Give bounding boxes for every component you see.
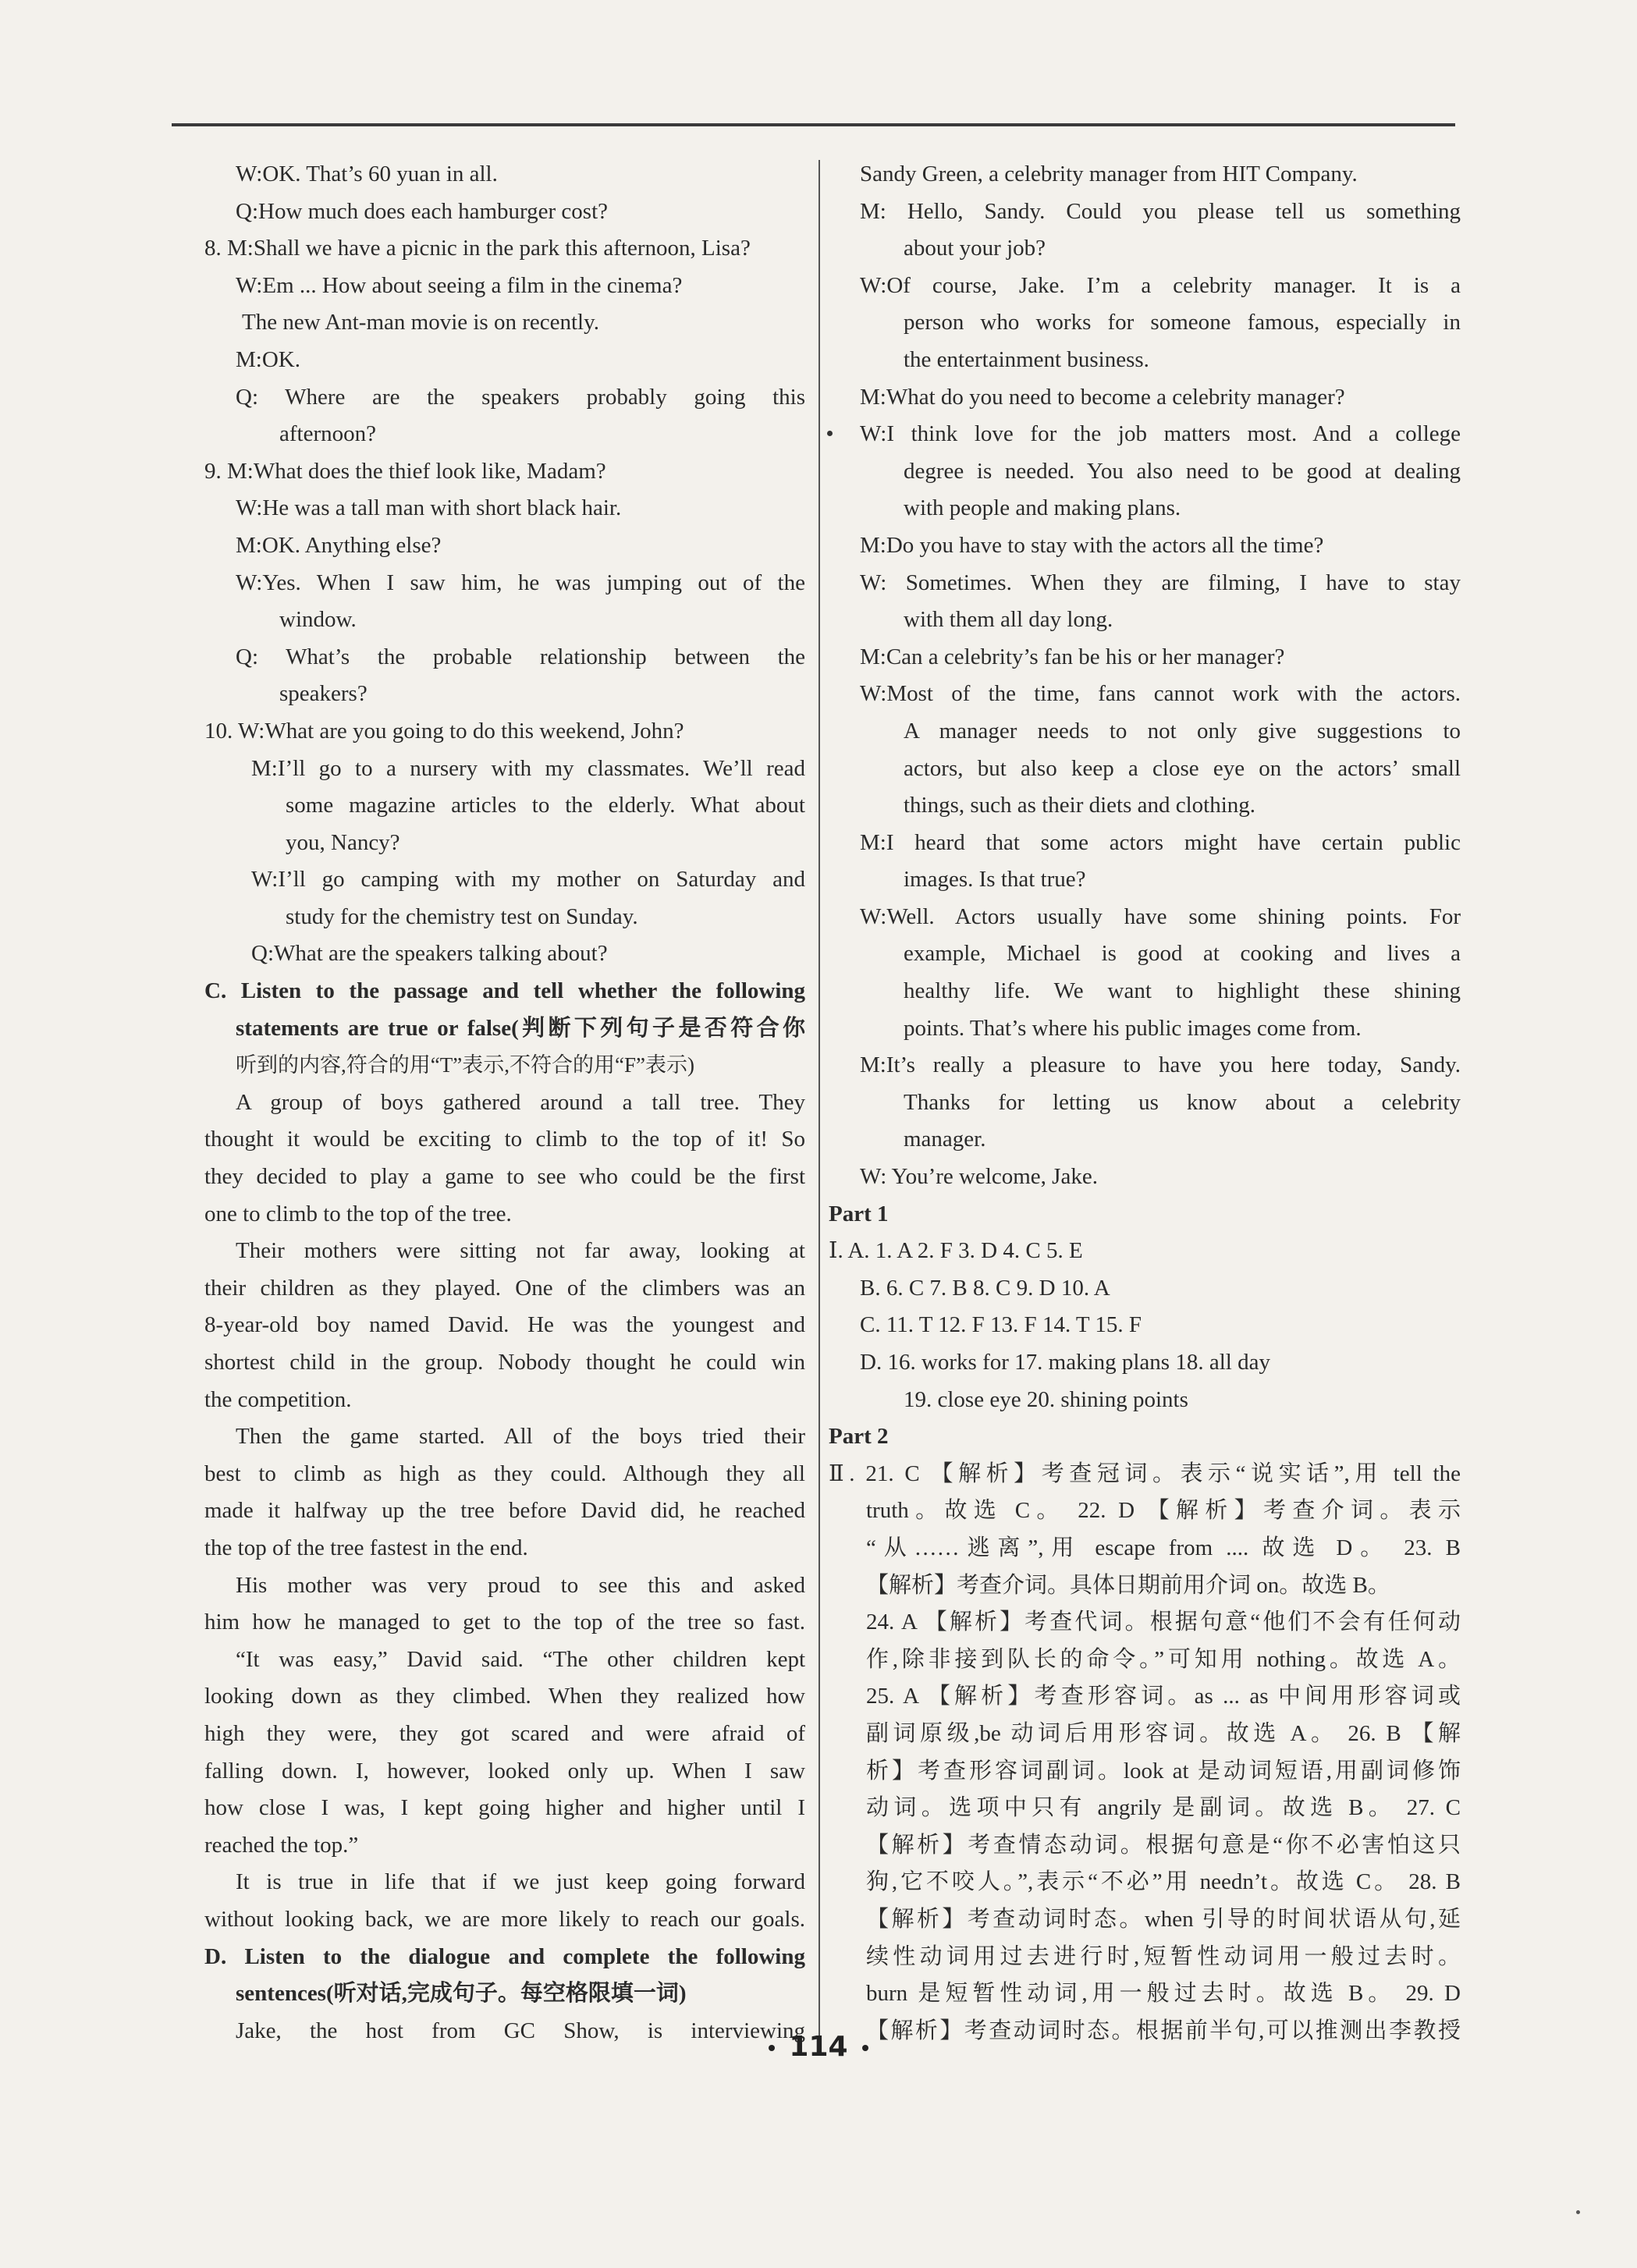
right-column — [829, 156, 1461, 2050]
text-line: W:Most of the time, fans cannot work with the actors. — [860, 681, 1461, 707]
text-line: looking down as they climbed. When they realized how — [204, 1684, 805, 1709]
text-line: 【解析】考查动词时态。when 引导的时间状语从句,延 — [866, 1906, 1461, 1932]
text-line: W:Yes. When I saw him, he was jumping out of the — [236, 570, 805, 595]
text-line: C. 11. T 12. F 13. F 14. T 15. F — [860, 1312, 1142, 1338]
text-line: C. Listen to the passage and tell whether the following — [204, 978, 805, 1004]
text-line: 【解析】考查动词时态。根据前半句,可以推测出李教授 — [866, 2018, 1461, 2043]
text-line: images. Is that true? — [904, 867, 1086, 893]
text-line: person who works for someone famous, especially in — [904, 310, 1461, 335]
text-line: “It was easy,” David said. “The other children kept — [236, 1646, 805, 1672]
text-line: statements are true or false(判断下列句子是否符合你 — [236, 1015, 805, 1041]
text-line: healthy life. We want to highlight these shining — [904, 978, 1461, 1004]
text-line: 25. A 【解析】考查形容词。as ... as 中间用形容词或 — [866, 1684, 1461, 1709]
text-line: The new Ant-man movie is on recently. — [242, 310, 599, 335]
text-line: 【解析】考查情态动词。根据句意是“你不必害怕这只 — [866, 1832, 1461, 1858]
text-line: W:Em ... How about seeing a film in the cinema? — [236, 272, 683, 298]
text-line: 续性动词用过去进行时,短暂性动词用一般过去时。 — [866, 1943, 1461, 1969]
text-line: 副词原级,be 动词后用形容词。故选 A。 26. B 【解 — [866, 1720, 1461, 1746]
text-line: 听到的内容,符合的用“T”表示,不符合的用“F”表示) — [236, 1053, 694, 1077]
text-line: actors, but also keep a close eye on the actors’ small — [904, 755, 1461, 781]
page-number-footer — [0, 2031, 1637, 2063]
text-line: Then the game started. All of the boys tried their — [236, 1424, 805, 1450]
text-line: W: Sometimes. When they are filming, I have to stay — [860, 570, 1461, 595]
text-line: falling down. I, however, looked only up. When I saw — [204, 1758, 805, 1784]
text-line: 动词。选项中只有 angrily 是副词。故选 B。 27. C — [866, 1795, 1461, 1821]
text-line: truth。故选 C。 22. D 【解析】考查介词。表示 — [866, 1498, 1461, 1524]
text-line: M:I’ll go to a nursery with my classmates. We’ll read — [251, 755, 805, 781]
text-line: 8-year-old boy named David. He was the youngest and — [204, 1312, 805, 1338]
text-line: A manager needs to not only give suggestions to — [904, 718, 1461, 744]
text-line: 作,除非接到队长的命令。”可知用 nothing。故选 A。 — [866, 1646, 1461, 1672]
text-line: W:He was a tall man with short black hair. — [236, 495, 622, 521]
text-line: reached the top.” — [204, 1832, 359, 1858]
page-number: 114 — [789, 2031, 848, 2063]
text-line: M:Do you have to stay with the actors all the time? — [860, 532, 1324, 558]
text-line: 8. M:Shall we have a picnic in the park this afternoon, Lisa? — [204, 236, 751, 261]
text-line: example, Michael is good at cooking and lives a — [904, 941, 1461, 967]
text-line: made it halfway up the tree before David did, he reached — [204, 1498, 805, 1524]
text-line: him how he managed to get to the top of the tree so fast. — [204, 1610, 805, 1635]
text-line: B. 6. C 7. B 8. C 9. D 10. A — [860, 1275, 1110, 1301]
text-line: A group of boys gathered around a tall tree. They — [236, 1089, 805, 1115]
text-line: Ⅰ. A. 1. A 2. F 3. D 4. C 5. E — [829, 1238, 1083, 1264]
text-line: W:Of course, Jake. I’m a celebrity manager. It is a — [860, 272, 1461, 298]
text-line: with them all day long. — [904, 607, 1113, 633]
text-line: you, Nancy? — [286, 829, 400, 855]
text-line: degree is needed. You also need to be good at dealing — [904, 458, 1461, 484]
text-line: their children as they played. One of the climbers was an — [204, 1275, 805, 1301]
text-line: Thanks for letting us know about a celebrity — [904, 1089, 1461, 1115]
text-line: study for the chemistry test on Sunday. — [286, 903, 638, 929]
text-line: Ⅱ. 21. C 【解析】考查冠词。表示“说实话”,用 tell the — [829, 1461, 1461, 1486]
left-column — [204, 156, 805, 2050]
text-line: one to climb to the top of the tree. — [204, 1201, 512, 1226]
text-line: shortest child in the group. Nobody thought he could win — [204, 1350, 805, 1375]
text-line: high they were, they got scared and were afraid of — [204, 1720, 805, 1746]
text-line: Q:What are the speakers talking about? — [251, 941, 608, 967]
text-line: Part 1 — [829, 1201, 889, 1226]
text-line: 狗,它不咬人。”,表示“不必”用 needn’t。故选 C。 28. B — [866, 1869, 1461, 1895]
text-line: Part 2 — [829, 1424, 889, 1450]
text-line: M:I heard that some actors might have certain public — [860, 829, 1461, 855]
text-line: without looking back, we are more likely to reach our goals. — [204, 1906, 805, 1932]
text-line: some magazine articles to the elderly. What about — [286, 793, 805, 818]
text-line: with people and making plans. — [904, 495, 1181, 521]
text-line: M: Hello, Sandy. Could you please tell us something — [860, 198, 1461, 224]
text-line: M:What do you need to become a celebrity manager? — [860, 384, 1345, 410]
bullet-dot-right — [862, 2045, 868, 2051]
text-line: M:OK. — [236, 346, 300, 372]
text-line: M:OK. Anything else? — [236, 532, 442, 558]
text-line: Their mothers were sitting not far away, looking at — [236, 1238, 805, 1264]
text-line: W:I’ll go camping with my mother on Saturday and — [251, 867, 805, 893]
text-line: the competition. — [204, 1386, 352, 1412]
text-line: “从……逃离”,用 escape from .... 故选 D。 23. B — [866, 1535, 1461, 1560]
text-line: W:OK. That’s 60 yuan in all. — [236, 161, 498, 186]
text-line: burn 是短暂性动词,用一般过去时。故选 B。 29. D — [866, 1981, 1461, 2007]
corner-mark — [1576, 2210, 1580, 2214]
text-line: His mother was very proud to see this and asked — [236, 1572, 805, 1598]
text-line: Sandy Green, a celebrity manager from HIT Company. — [860, 161, 1358, 186]
text-line: speakers? — [279, 681, 368, 707]
text-line: best to climb as high as they could. Although they all — [204, 1461, 805, 1486]
text-line: M:Can a celebrity’s fan be his or her manager? — [860, 644, 1285, 669]
text-line: thought it would be exciting to climb to the top of it! So — [204, 1127, 805, 1152]
text-line: things, such as their diets and clothing. — [904, 793, 1256, 818]
text-line: Q: What’s the probable relationship between the — [236, 644, 805, 669]
text-line: manager. — [904, 1127, 986, 1152]
text-line: they decided to play a game to see who could be the first — [204, 1164, 805, 1190]
text-line: D. 16. works for 17. making plans 18. all day — [860, 1350, 1270, 1375]
text-line: sentences(听对话,完成句子。每空格限填一词) — [236, 1981, 687, 2007]
column-divider — [818, 160, 820, 2056]
text-line: 10. W:What are you going to do this weekend, John? — [204, 718, 684, 744]
text-line: about your job? — [904, 236, 1046, 261]
text-line: points. That’s where his public images come from. — [904, 1015, 1362, 1041]
text-line: window. — [279, 607, 357, 633]
text-line: how close I was, I kept going higher and higher until I — [204, 1795, 805, 1821]
text-line: 析】考查形容词副词。look at 是动词短语,用副词修饰 — [866, 1758, 1461, 1784]
text-line: W: You’re welcome, Jake. — [860, 1164, 1098, 1190]
text-line: D. Listen to the dialogue and complete the following — [204, 1943, 805, 1969]
text-line: Q: Where are the speakers probably going this — [236, 384, 805, 410]
text-line: the top of the tree fastest in the end. — [204, 1535, 528, 1560]
text-line: M:It’s really a pleasure to have you here today, Sandy. — [860, 1052, 1461, 1078]
text-line: 19. close eye 20. shining points — [904, 1386, 1188, 1412]
text-line: 9. M:What does the thief look like, Madam? — [204, 458, 606, 484]
text-line: Q:How much does each hamburger cost? — [236, 198, 609, 224]
text-line: Jake, the host from GC Show, is interviewing — [236, 2018, 805, 2043]
top-rule — [172, 123, 1455, 126]
text-line: W:Well. Actors usually have some shining points. For — [860, 903, 1461, 929]
text-line: 【解析】考查介词。具体日期前用介词 on。故选 B。 — [866, 1572, 1390, 1598]
text-line: W:I think love for the job matters most. And a college — [860, 421, 1461, 447]
text-line: It is true in life that if we just keep going forward — [236, 1869, 805, 1895]
text-line: afternoon? — [279, 421, 376, 447]
text-line: 24. A 【解析】考查代词。根据句意“他们不会有任何动 — [866, 1610, 1461, 1635]
bullet-dot-left — [769, 2045, 775, 2051]
text-line: the entertainment business. — [904, 346, 1149, 372]
